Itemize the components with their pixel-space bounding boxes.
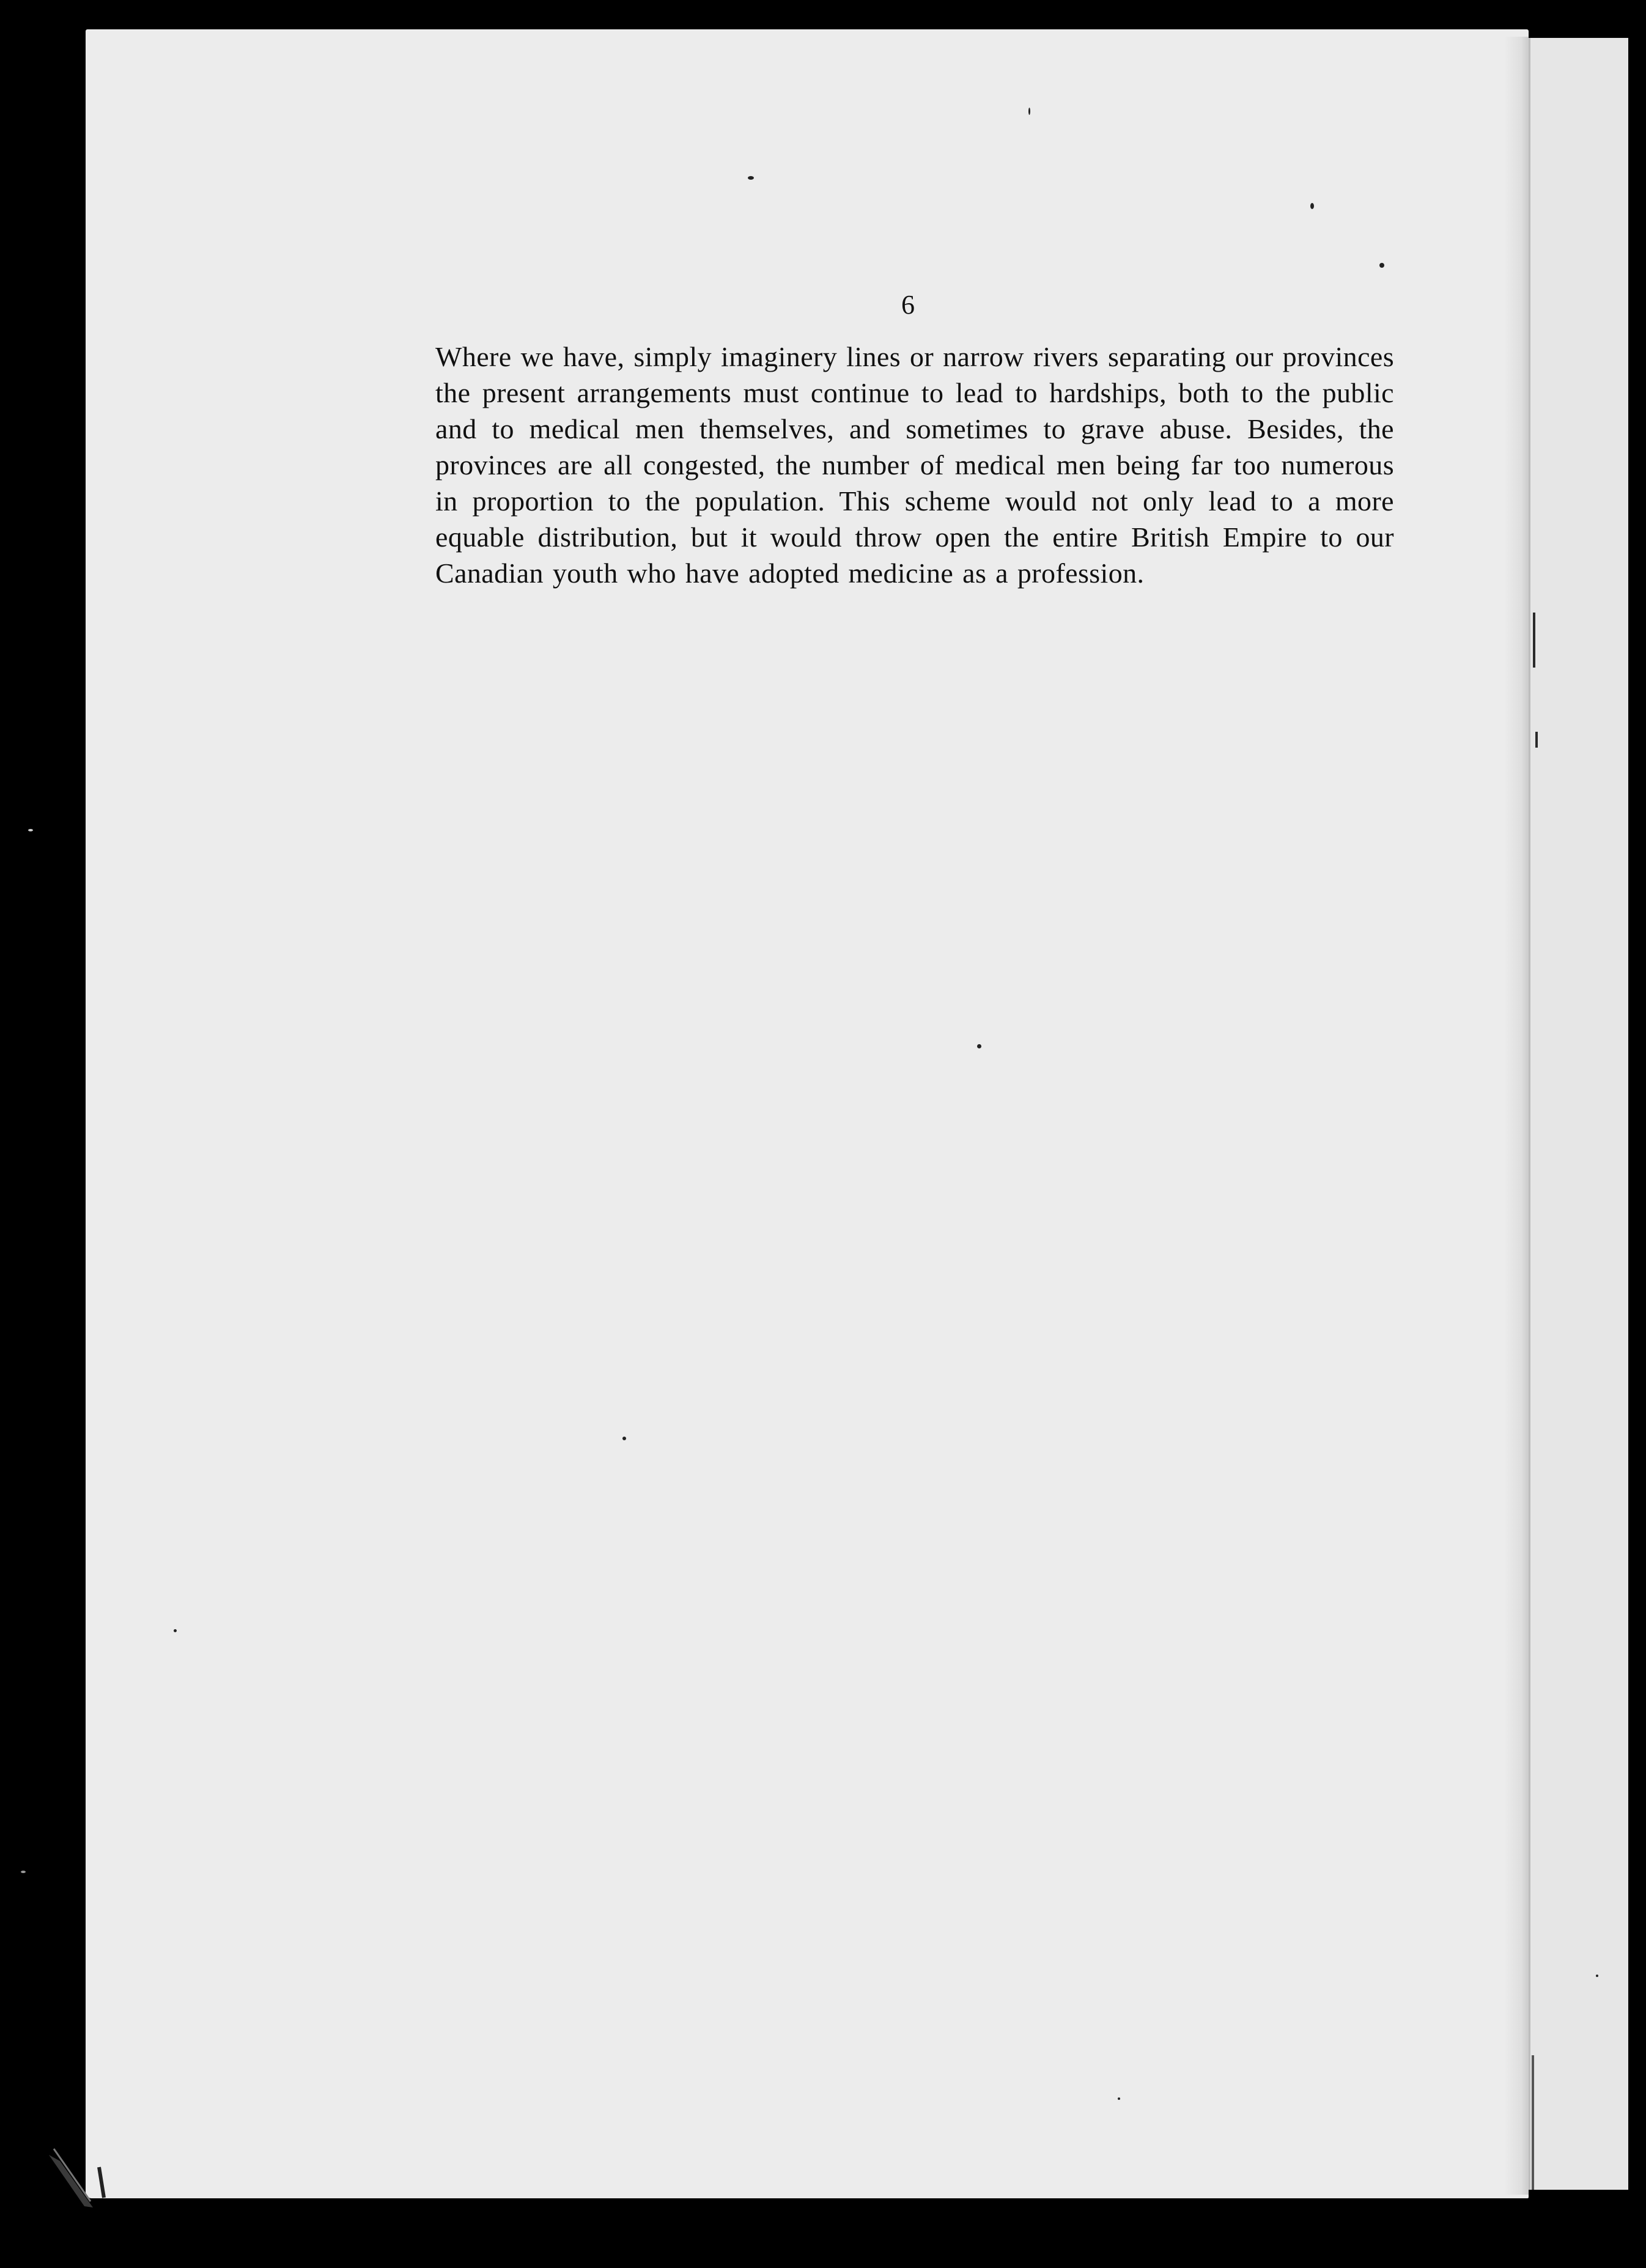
scan-speck [977,1044,981,1048]
scan-speck [622,1437,626,1440]
binding-mark [1532,2055,1534,2190]
binding-mark [1535,732,1538,748]
scan-speck [21,1871,26,1873]
scan-speck [748,176,754,180]
scan-speck [28,829,33,831]
body-paragraph: Where we have, simply imaginery lines or narrow rivers separating our provinces the present arrangements must continue to lead to hardships, both to the public and to medical men themselves, and sometimes to grave abuse. Besides, the provinces are all congested, the number of medical men being far too numerous in proportion to the population. This scheme would not only lead to a more equable distribution, but it would throw open the entire British Empire to our Canadian youth who have adopted medicine as a profession. [435,341,1394,589]
adjacent-page-edge [1529,38,1628,2190]
scan-speck [174,1629,177,1632]
page-number: 6 [901,290,915,320]
worn-corner [48,2143,115,2210]
scan-speck [1118,2097,1120,2100]
scan-speck [1310,203,1314,209]
document-page [86,29,1529,2198]
scan-speck [1028,108,1030,115]
page-fold-shadow [1504,37,1529,2195]
scan-speck [1596,1975,1598,1977]
binding-mark [1533,613,1535,668]
scan-speck [1379,263,1384,268]
